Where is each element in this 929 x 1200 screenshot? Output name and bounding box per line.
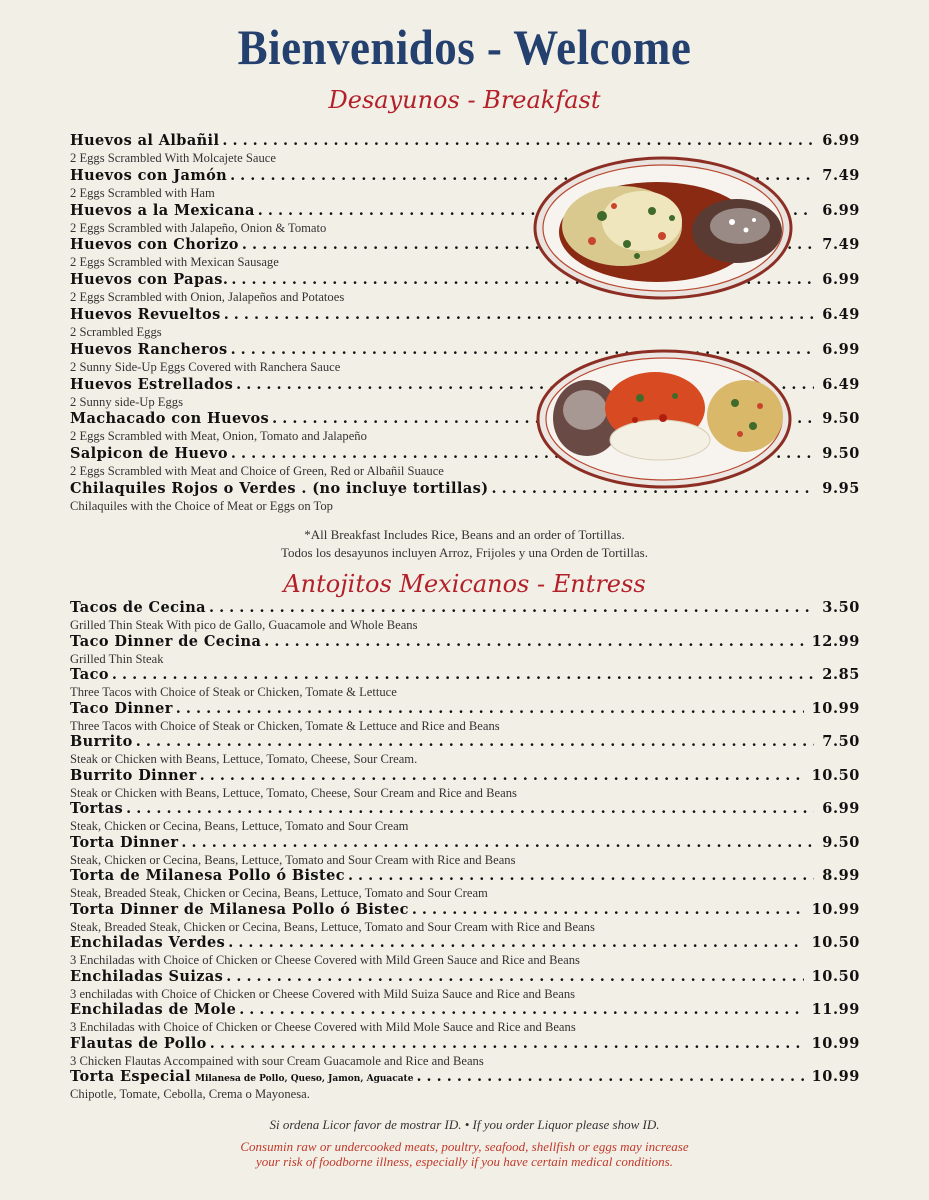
menu-item — [70, 934, 860, 968]
menu-item-price: 8.99 — [822, 867, 860, 884]
menu-item-name: Burrito — [70, 733, 133, 750]
menu-item-line — [70, 800, 860, 818]
menu-item-description: Chilaquiles with the Choice of Meat or Eggs on Top — [70, 498, 333, 513]
menu-item-description: 3 Chicken Flautas Accompained with sour Cream Guacamole and Rice and Beans — [70, 1053, 484, 1068]
menu-item-name: Huevos con Jamón — [70, 166, 228, 184]
menu-item-description: Steak or Chicken with Beans, Lettuce, Tomato, Cheese, Sour Cream and Rice and Beans — [70, 785, 517, 800]
menu-item-line — [70, 1035, 860, 1053]
menu-item-price: 9.50 — [822, 833, 860, 851]
menu-item — [70, 1068, 860, 1102]
menu-item-line — [70, 599, 860, 617]
menu-item-line — [70, 968, 860, 986]
menu-item — [70, 1035, 860, 1069]
menu-item-line — [70, 767, 860, 785]
menu-item-description: 2 Eggs Scrambled with Ham — [70, 185, 215, 200]
menu-item — [70, 767, 860, 801]
menu-item-line — [70, 633, 860, 651]
dot-leader — [226, 968, 803, 985]
menu-item-price: 9.95 — [822, 479, 860, 497]
menu-item — [70, 666, 860, 700]
menu-item-name: Taco Dinner de Cecina — [70, 632, 262, 650]
menu-item-line — [70, 733, 860, 751]
menu-item-name: Enchiladas Verdes — [70, 934, 226, 951]
dot-leader — [176, 700, 804, 717]
menu-item-description: 2 Eggs Scrambled with Meat and Choice of Green, Red or Albañil Suauce — [70, 464, 444, 479]
dot-leader — [112, 666, 814, 683]
food-warning-line-1: Consumin raw or undercooked meats, poultry, seafood, shellfish or eggs may increase — [240, 1139, 689, 1154]
menu-item-name: Huevos con Chorizo — [70, 236, 239, 254]
menu-item-line — [70, 834, 860, 852]
menu-item-name: Enchiladas Suizas — [70, 967, 224, 985]
menu-item — [70, 901, 860, 935]
menu-item-name: Huevos Revueltos — [70, 305, 221, 323]
menu-item-name: Chilaquiles Rojos o Verdes . (no incluye tortillas) — [70, 479, 489, 497]
menu-item-description: 2 Eggs Scrambled with Mexican Sausage — [70, 255, 279, 270]
menu-item-name: Salpicon de Huevo — [70, 445, 228, 463]
menu-item-description: 3 enchiladas with Choice of Chicken or Cheese Covered with Mild Suiza Sauce and Rice and Beans — [70, 986, 576, 1001]
menu-item-description: 3 Enchiladas with Choice of Chicken or Cheese Covered with Mild Mole Sauce and Rice and Beans — [70, 1020, 576, 1034]
menu-item-name: Torta Dinner — [70, 833, 179, 851]
menu-item-price: 6.99 — [822, 800, 860, 817]
menu-item-price: 10.50 — [811, 766, 860, 784]
menu-item-name: Taco Dinner — [70, 699, 173, 717]
menu-item-line — [70, 867, 860, 885]
menu-item-price: 10.99 — [811, 900, 860, 918]
menu-item-name: Torta Especial — [70, 1068, 191, 1085]
menu-item-price: 7.49 — [822, 166, 860, 184]
menu-item-description: 3 Enchiladas with Choice of Chicken or Cheese Covered with Mild Green Sauce and Rice and Beans — [70, 953, 580, 967]
dot-leader — [228, 934, 803, 951]
menu-item-line — [70, 306, 860, 324]
menu-item-description: 2 Eggs Scrambled With Molcajete Sauce — [70, 151, 276, 165]
menu-item-description: 2 Eggs Scrambled with Onion, Jalapeños and Potatoes — [70, 290, 345, 305]
menu-item — [70, 633, 860, 667]
menu-item-description: Steak, Breaded Steak, Chicken or Cecina, Beans, Lettuce, Tomato and Sour Cream with Rice and Beans — [70, 919, 595, 934]
menu-item-description: Three Tacos with Choice of Steak or Chicken, Tomate & Lettuce and Rice and Beans — [70, 718, 500, 733]
menu-item-description: Steak, Breaded Steak, Chicken or Cecina, Beans, Lettuce, Tomato and Sour Cream — [70, 886, 488, 900]
menu-item-name: Tacos de Cecina — [70, 599, 206, 616]
menu-item-price: 7.50 — [822, 733, 860, 750]
menu-item-description: Chipotle, Tomate, Cebolla, Crema o Mayonesa. — [70, 1087, 310, 1101]
menu-item-name: Machacado con Huevos — [70, 410, 270, 428]
menu-item — [70, 834, 860, 868]
breakfast-note-es: Todos los desayunos incluyen Arroz, Frijoles y una Orden de Tortillas. — [281, 545, 648, 560]
menu-item-price: 2.85 — [822, 666, 860, 683]
menu-item-name: Tortas — [70, 800, 124, 817]
menu-item-price: 9.50 — [822, 445, 860, 463]
menu-item-price: 10.50 — [811, 967, 860, 985]
menu-item-name: Huevos Estrellados — [70, 375, 234, 393]
menu-item — [70, 968, 860, 1002]
menu-item-description: Grilled Thin Steak — [70, 651, 164, 666]
menu-item-description: Grilled Thin Steak With pico de Gallo, Guacamole and Whole Beans — [70, 618, 418, 632]
menu-item — [70, 1001, 860, 1035]
menu-item — [70, 306, 860, 341]
menu-item-price: 3.50 — [822, 599, 860, 616]
menu-item — [70, 867, 860, 901]
dot-leader — [222, 132, 814, 149]
menu-item-line — [70, 1068, 860, 1086]
menu-item-name: Enchiladas de Mole — [70, 1001, 237, 1018]
menu-item-price: 7.49 — [822, 236, 860, 254]
menu-item-name: Huevos con Papas. — [70, 271, 229, 289]
menu-item-description: 2 Sunny Side-Up Eggs Covered with Ranchera Sauce — [70, 359, 341, 374]
liquor-notice: Si ordena Licor favor de mostrar ID. • If you order Liquor please show ID. — [269, 1117, 660, 1132]
dot-leader — [412, 901, 804, 918]
dot-leader — [209, 599, 814, 616]
menu-item-line — [70, 1001, 860, 1019]
menu-item-price: 10.99 — [811, 699, 860, 717]
menu-item-description: 2 Sunny side-Up Eggs — [70, 394, 183, 409]
menu-item-name: Burrito Dinner — [70, 766, 197, 784]
menu-item-price: 12.99 — [811, 632, 860, 650]
menu-item-name: Flautas de Pollo — [70, 1034, 207, 1052]
dot-leader — [200, 767, 804, 784]
dot-leader — [181, 834, 814, 851]
menu-item-line — [70, 934, 860, 952]
dot-leader — [264, 633, 803, 650]
menu-item-price: 6.49 — [822, 305, 860, 323]
menu-item-name: Huevos al Albañil — [70, 132, 220, 149]
dot-leader — [136, 733, 815, 750]
menu-item-description: 2 Eggs Scrambled with Meat, Onion, Tomato and Jalapeño — [70, 429, 367, 444]
menu-item-price: 11.99 — [811, 1001, 860, 1018]
menu-item-price: 10.99 — [811, 1068, 860, 1085]
menu-item-price: 6.49 — [822, 375, 860, 393]
menu-item-line — [70, 901, 860, 919]
scrambled-eggs-plate-image — [532, 156, 794, 301]
menu-item-price: 6.99 — [822, 132, 860, 149]
menu-item-description: Steak, Chicken or Cecina, Beans, Lettuce, Tomato and Sour Cream — [70, 819, 409, 833]
menu-item-price: 10.50 — [811, 934, 860, 951]
entrees-section-title: Antojitos Mexicanos - Entress — [283, 570, 646, 598]
menu-item-name: Taco — [70, 666, 109, 683]
menu-item-description: Steak or Chicken with Beans, Lettuce, Tomato, Cheese, Sour Cream. — [70, 752, 418, 766]
menu-item-price: 6.99 — [822, 271, 860, 289]
menu-item-price: 10.99 — [811, 1034, 860, 1052]
menu-item-name: Huevos Rancheros — [70, 340, 228, 358]
breakfast-note-en: *All Breakfast Includes Rice, Beans and an order of Tortillas. — [304, 527, 625, 542]
dot-leader — [348, 867, 814, 884]
menu-item-name: Huevos a la Mexicana — [70, 201, 255, 219]
menu-item-price: 9.50 — [822, 410, 860, 428]
menu-item-description: Steak, Chicken or Cecina, Beans, Lettuce, Tomato and Sour Cream with Rice and Beans — [70, 852, 516, 867]
menu-item-description: 2 Eggs Scrambled with Jalapeño, Onion & Tomato — [70, 220, 327, 235]
menu-item — [70, 599, 860, 633]
menu-item-description: 2 Scrambled Eggs — [70, 324, 162, 339]
dot-leader — [126, 800, 814, 817]
menu-item-price: 6.99 — [822, 340, 860, 358]
menu-item-line — [70, 132, 860, 150]
menu-item-line — [70, 700, 860, 718]
dot-leader — [210, 1035, 804, 1052]
menu-item-name: Torta Dinner de Milanesa Pollo ó Bistec — [70, 900, 409, 918]
menu-item — [70, 700, 860, 734]
menu-item-description: Three Tacos with Choice of Steak or Chicken, Tomate & Lettuce — [70, 685, 397, 699]
dot-leader — [224, 306, 815, 323]
menu-item-price: 6.99 — [822, 201, 860, 219]
page-title: Bienvenidos - Welcome — [237, 19, 692, 75]
dot-leader — [239, 1001, 803, 1018]
menu-item — [70, 733, 860, 767]
menu-item-name: Torta de Milanesa Pollo ó Bistec — [70, 867, 345, 884]
dot-leader — [416, 1068, 803, 1085]
food-warning-line-2: your risk of foodborne illness, especially if you have certain medical conditions. — [255, 1154, 673, 1169]
menu-item-note: Milanesa de Pollo, Queso, Jamon, Aguacate — [195, 1074, 414, 1084]
menu-item-line — [70, 666, 860, 684]
menu-item — [70, 800, 860, 834]
huevos-rancheros-plate-image — [535, 348, 793, 490]
entrees-list — [70, 599, 860, 1102]
breakfast-section-title: Desayunos - Breakfast — [328, 86, 601, 114]
